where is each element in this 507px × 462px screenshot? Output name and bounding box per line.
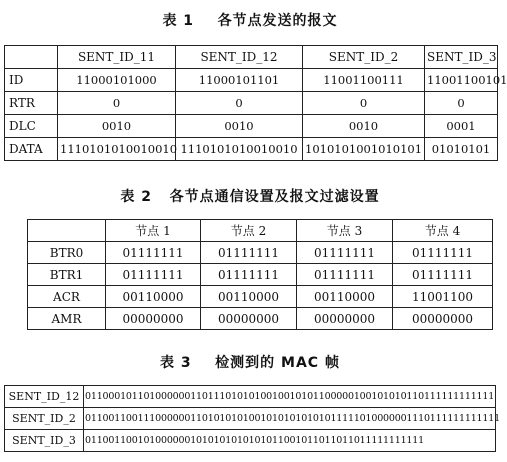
table2-header-cell: 节点 1: [106, 220, 201, 242]
table-cell: 01111111: [393, 242, 493, 264]
mac-frame-bits: 0110011001010000001010101010101011001011011011011111111111: [84, 430, 496, 452]
table-cell: 0: [303, 92, 425, 115]
table1-caption-text: 各节点发送的报文: [217, 13, 338, 29]
row-label: SENT_ID_3: [5, 430, 84, 452]
table-cell: 00110000: [201, 286, 297, 308]
table-cell: 0001: [425, 115, 498, 138]
row-label: SENT_ID_12: [5, 386, 84, 408]
table-cell: 00110000: [106, 286, 201, 308]
table-row: [5, 408, 496, 430]
row-label: ID: [5, 69, 58, 92]
table-row: [5, 386, 496, 408]
table-row: [5, 115, 498, 138]
table1-header-cell: SENT_ID_3: [425, 46, 498, 69]
table-cell: 0: [176, 92, 303, 115]
table2-header-cell: [28, 220, 106, 242]
table-cell: 00000000: [201, 308, 297, 330]
table1-caption-number: 表 1: [162, 13, 195, 29]
row-label: AMR: [28, 308, 106, 330]
table-cell: 11001100111: [303, 69, 425, 92]
table-cell: 11001100: [393, 286, 493, 308]
table1-header-cell: SENT_ID_11: [58, 46, 176, 69]
table-cell: 00000000: [106, 308, 201, 330]
table2-caption-number: 表 2: [120, 189, 152, 205]
table-row: [28, 308, 493, 330]
table-row: [5, 69, 498, 92]
table-cell: 01111111: [393, 264, 493, 286]
row-label: DATA: [5, 138, 58, 161]
table-cell: 01010101: [425, 138, 498, 161]
table1: [4, 45, 507, 161]
table1-header-cell: SENT_ID_2: [303, 46, 425, 69]
table2-header-cell: 节点 2: [201, 220, 297, 242]
table-cell: 01111111: [201, 264, 297, 286]
table-cell: 11000101000: [58, 69, 176, 92]
table1-header-cell: [5, 46, 58, 69]
table-row: [28, 286, 493, 308]
table-row: [28, 242, 493, 264]
table-cell: 0010: [58, 115, 176, 138]
table-cell: 01111111: [106, 242, 201, 264]
table-cell: 00000000: [393, 308, 493, 330]
table2-caption: [0, 186, 500, 206]
table1-header-cell: SENT_ID_12: [176, 46, 303, 69]
table-row: [5, 92, 498, 115]
table-cell: 11000101101: [176, 69, 303, 92]
table-cell: 1010101001010101: [303, 138, 425, 161]
table-cell: 1110101010010010: [58, 138, 176, 161]
mac-frame-bits: 0110001011010000001101110101010010010101100000100101010110111111111111: [84, 386, 496, 408]
row-label: BTR1: [28, 264, 106, 286]
row-label: DLC: [5, 115, 58, 138]
table-cell: 00000000: [297, 308, 393, 330]
table-row: [28, 264, 493, 286]
table2-header-cell: 节点 3: [297, 220, 393, 242]
row-label: RTR: [5, 92, 58, 115]
table-cell: 0010: [303, 115, 425, 138]
table-cell: 01111111: [297, 264, 393, 286]
table3-caption: [0, 352, 500, 372]
table2-header-row: [28, 220, 493, 242]
table-cell: 1110101010010010: [176, 138, 303, 161]
table-cell: 11001100101: [425, 69, 498, 92]
row-label: SENT_ID_2: [5, 408, 84, 430]
table-cell: 01111111: [201, 242, 297, 264]
table-cell: 0: [58, 92, 176, 115]
table3-caption-number: 表 3: [160, 355, 192, 371]
table1-header-row: [5, 46, 498, 69]
table-cell: 0: [425, 92, 498, 115]
row-label: ACR: [28, 286, 106, 308]
table2-header-cell: 节点 4: [393, 220, 493, 242]
table2-caption-text: 各节点通信设置及报文过滤设置: [169, 189, 380, 205]
table-cell: 00110000: [297, 286, 393, 308]
table2: [27, 219, 493, 330]
table-cell: 0010: [176, 115, 303, 138]
table-row: [5, 430, 496, 452]
table-cell: 01111111: [297, 242, 393, 264]
row-label: BTR0: [28, 242, 106, 264]
table1-caption: [0, 10, 500, 30]
table-cell: 01111111: [106, 264, 201, 286]
mac-frame-bits: 01100110011100000011010101010010101010101011111010000001110111111111111: [84, 408, 496, 430]
table-row: [5, 138, 498, 161]
table3-caption-text: 检测到的 MAC 帧: [215, 355, 340, 371]
table3: [4, 385, 500, 452]
